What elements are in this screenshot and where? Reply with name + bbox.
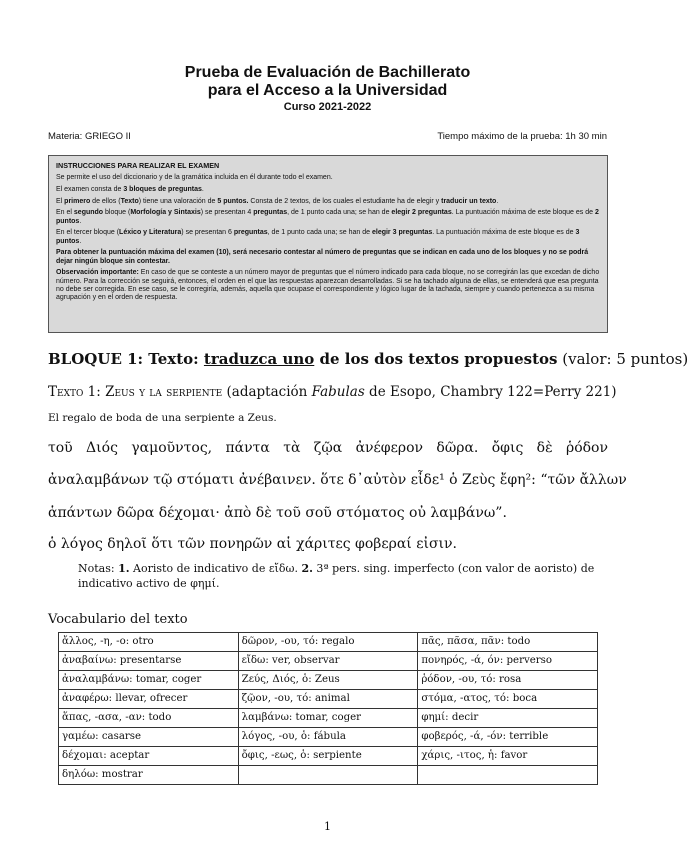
vocabulary-title: Vocabulario del texto (48, 612, 188, 627)
instructions-dictionary: Se permite el uso del diccionario y de la gramática incluida en él durante todo el examen. (56, 174, 333, 182)
table-row (59, 671, 598, 690)
vocab-cell: ἀναλαμβάνω: tomar, coger (59, 671, 239, 690)
instructions-block1: El primero de ellos (Texto) tiene una valoración de 5 puntos. Consta de 2 textos, de los cuales el estudiante ha de elegir y traducir un texto. (56, 197, 499, 205)
vocab-cell (238, 766, 418, 785)
vocab-cell: πᾶς, πᾶσα, πᾶν: todo (418, 633, 598, 652)
time-limit-label: Tiempo máximo de la prueba: 1h 30 min (437, 131, 607, 142)
course-year: Curso 2021-2022 (283, 101, 372, 113)
vocab-cell: λόγος, -ου, ὁ: fábula (238, 728, 418, 747)
vocabulary-table (58, 632, 598, 785)
vocab-cell: εἴδω: ver, observar (238, 652, 418, 671)
vocab-cell: φημί: decir (418, 709, 598, 728)
table-row (59, 652, 598, 671)
text-notes: Notas: 1. Aoristo de indicativo de εἴδω. 2. 3ª pers. sing. imperfecto (con valor de aoristo) de indicativo activo de φημί. (78, 562, 595, 590)
vocab-cell: πονηρός, -ά, όν: perverso (418, 652, 598, 671)
greek-text-line: τοῦ Διός γαμοῦντος, πάντα τὰ ζῷα ἀνέφερον δῶρα. ὄφις δὲ ῥόδον (48, 440, 608, 456)
vocab-cell: ἄλλος, -η, -ο: otro (59, 633, 239, 652)
table-row (59, 633, 598, 652)
greek-text-line: ἀναλαμβάνων τῷ στόματι ἀνέβαινεν. ὅτε δ᾽αὐτὸν εἶδε¹ ὁ Ζεὺς ἔφη²: “τῶν ἄλλων (48, 472, 627, 488)
table-row (59, 709, 598, 728)
table-row (59, 766, 598, 785)
instructions-important-note: Observación importante: En caso de que se conteste a un número mayor de preguntas que el número indicado para cada bloque, no se corregirán las que excedan de dicho número. Para la corrección se seguirá, entonces, el orden en el que las respuestas aparezcan desarrolladas. Si se ha tachado alguna de ellas, se entenderá que esa pregunta no debe ser corregida. En ese caso, se le corregiría, además, aquella que ocupase el correspondiente y lógico lugar de la tachada, siempre y cuando pertenezca a su misma agrupación y en el orden de respuesta. (56, 269, 600, 302)
vocab-cell (418, 766, 598, 785)
table-row (59, 747, 598, 766)
vocab-cell: ῥόδον, -ου, τό: rosa (418, 671, 598, 690)
vocab-cell: λαμβάνω: tomar, coger (238, 709, 418, 728)
vocab-cell: ἀναφέρω: llevar, ofrecer (59, 690, 239, 709)
greek-text-line: ἁπάντων δῶρα δέχομαι· ἀπὸ δὲ τοῦ σοῦ στόματος οὐ λαμβάνω”. (48, 505, 507, 521)
vocab-cell: ἅπας, -ασα, -αν: todo (59, 709, 239, 728)
block1-heading: BLOQUE 1: Texto: traduzca uno de los dos textos propuestos (valor: 5 puntos) (48, 350, 688, 368)
subject-label: Materia: GRIEGO II (48, 131, 131, 142)
instructions-box (48, 155, 608, 333)
table-row (59, 690, 598, 709)
vocab-cell: ζῷον, -ου, τό: animal (238, 690, 418, 709)
page-number: 1 (324, 820, 331, 833)
exam-title-line2: para el Acceso a la Universidad (207, 82, 448, 99)
instructions-block2: En el segundo bloque (Morfología y Sintaxis) se presentan 4 preguntas, de 1 punto cada una; se han de elegir 2 preguntas. La puntuación máxima de este bloque es de 2 puntos. (56, 209, 599, 225)
table-row (59, 728, 598, 747)
vocab-cell: δῶρον, -ου, τό: regalo (238, 633, 418, 652)
instructions-heading: INSTRUCCIONES PARA REALIZAR EL EXAMEN (56, 161, 220, 170)
vocab-cell: φοβερός, -ά, -όν: terrible (418, 728, 598, 747)
exam-title: Prueba de Evaluación de Bachillerato (184, 64, 471, 81)
vocab-cell: στόμα, -ατος, τό: boca (418, 690, 598, 709)
vocab-cell: ἀναβαίνω: presentarse (59, 652, 239, 671)
text1-heading: Texto 1: Zeus y la serpiente (adaptación Fabulas de Esopo, Chambry 122=Perry 221) (48, 384, 617, 400)
vocab-cell: δηλόω: mostrar (59, 766, 239, 785)
instructions-max-score: Para obtener la puntuación máxima del examen (10), será necesario contestar al número de preguntas que se indican en cada uno de los bloques y no se podrá dejar ningún bloque sin contestar. (56, 249, 589, 265)
instructions-block3: En el tercer bloque (Léxico y Literatura) se presentan 6 preguntas, de 1 punto cada una; se han de elegir 3 preguntas. La puntuación máxima de este bloque es de 3 puntos. (56, 229, 580, 245)
text1-subtitle: El regalo de boda de una serpiente a Zeus. (48, 412, 277, 424)
instructions-blocks: El examen consta de 3 bloques de preguntas. (56, 186, 204, 193)
vocab-cell: δέχομαι: aceptar (59, 747, 239, 766)
vocab-cell: χάρις, -ιτος, ἡ: favor (418, 747, 598, 766)
vocab-cell: Ζεύς, Διός, ὁ: Zeus (238, 671, 418, 690)
vocab-cell: ὄφις, -εως, ὁ: serpiente (238, 747, 418, 766)
vocab-cell: γαμέω: casarse (59, 728, 239, 747)
greek-text-line: ὁ λόγος δηλοῖ ὅτι τῶν πονηρῶν αἱ χάριτες φοβεραί εἰσιν. (48, 536, 457, 552)
